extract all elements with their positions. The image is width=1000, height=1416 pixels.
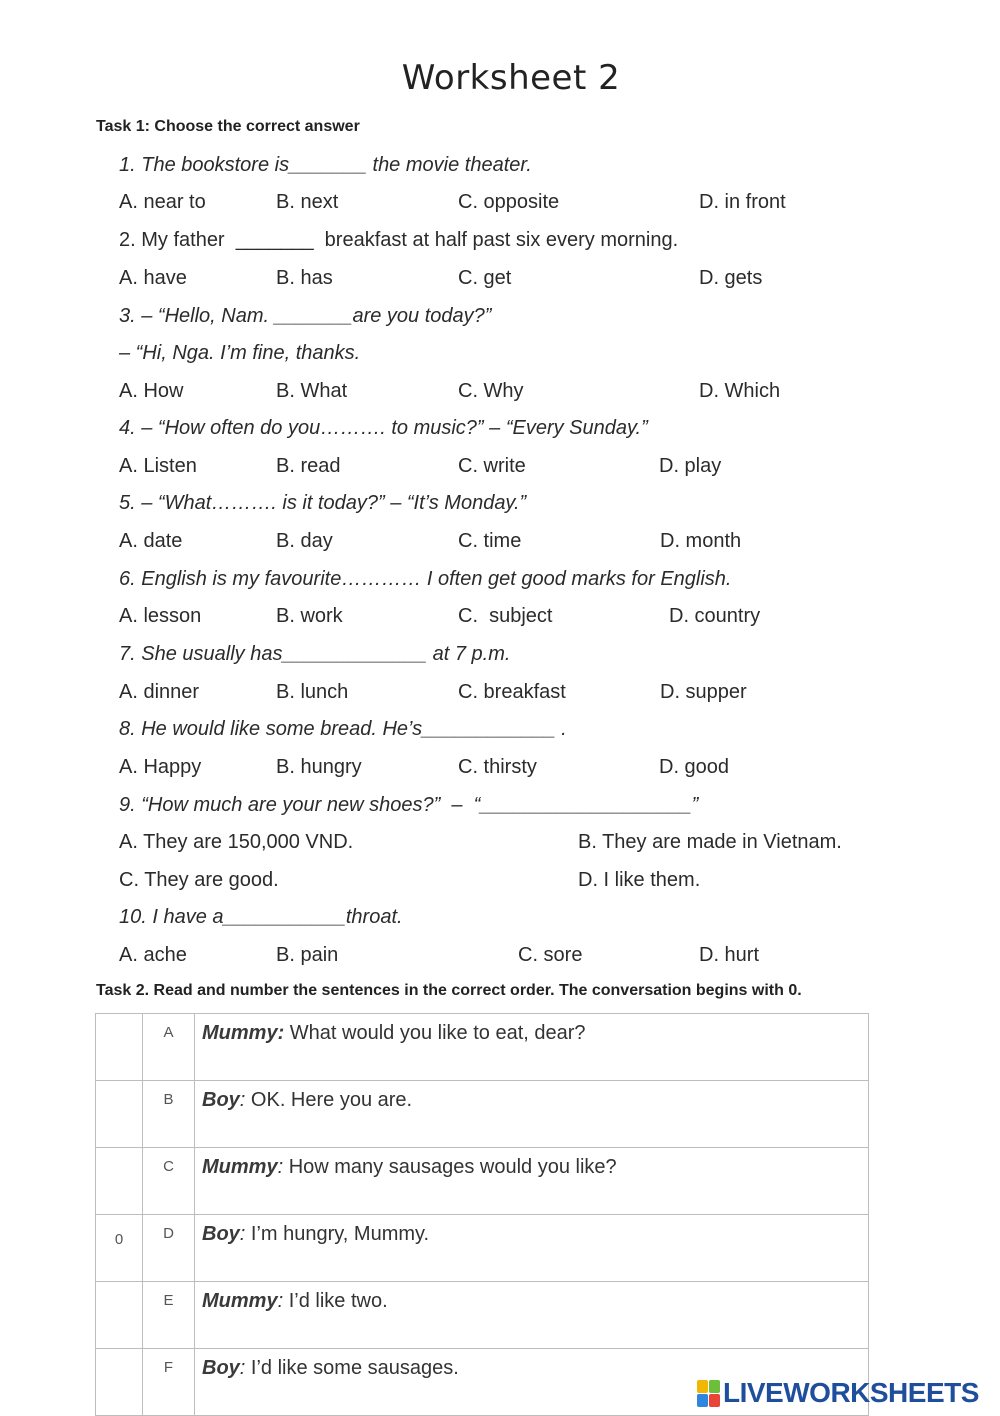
- row-letter: C: [143, 1148, 195, 1215]
- dialogue-text: How many sausages would you like?: [283, 1156, 617, 1178]
- order-number-cell[interactable]: [96, 1148, 143, 1215]
- q7-option-c[interactable]: C. breakfast: [458, 681, 566, 703]
- q2-option-b[interactable]: B. has: [276, 267, 333, 289]
- speaker: Boy: [202, 1357, 240, 1379]
- q1-option-d[interactable]: D. in front: [699, 191, 786, 213]
- q4-option-d[interactable]: D. play: [659, 455, 722, 477]
- order-number-cell[interactable]: [96, 1014, 143, 1081]
- q6-option-a[interactable]: A. lesson: [119, 605, 202, 627]
- order-number-cell[interactable]: [96, 1349, 143, 1416]
- dialogue-line: [195, 1081, 869, 1148]
- dialogue-line: [195, 1282, 869, 1349]
- page-title: Worksheet 2: [401, 58, 621, 98]
- logo-square: [697, 1380, 708, 1393]
- question-3-reply: – “Hi, Nga. I’m fine, thanks.: [119, 342, 361, 364]
- q4-option-a[interactable]: A. Listen: [119, 455, 197, 477]
- q7-option-d[interactable]: D. supper: [660, 681, 747, 703]
- q5-option-d[interactable]: D. month: [660, 530, 742, 552]
- q1-option-b[interactable]: B. next: [276, 191, 339, 213]
- row-letter: E: [143, 1282, 195, 1349]
- q6-option-d[interactable]: D. country: [669, 605, 761, 627]
- dialogue-text: What would you like to eat, dear?: [284, 1022, 586, 1044]
- q2-option-c[interactable]: C. get: [458, 267, 512, 289]
- speaker-colon: :: [277, 1290, 284, 1312]
- q7-option-a[interactable]: A. dinner: [119, 681, 200, 703]
- q8-option-d[interactable]: D. good: [659, 756, 730, 778]
- table-row: [96, 1215, 869, 1282]
- logo-mark-icon: [697, 1380, 720, 1407]
- order-number-cell[interactable]: 0: [96, 1215, 143, 1282]
- logo-square: [697, 1394, 708, 1407]
- q10-option-c[interactable]: C. sore: [518, 944, 583, 966]
- q9-option-a[interactable]: A. They are 150,000 VND.: [119, 831, 354, 853]
- q4-option-c[interactable]: C. write: [458, 455, 526, 477]
- dialogue-line: [195, 1215, 869, 1282]
- table-row: [96, 1081, 869, 1148]
- conversation-table: [95, 1013, 869, 1416]
- q9-option-b[interactable]: B. They are made in Vietnam.: [578, 831, 842, 853]
- question-2: 2. My father _______ breakfast at half past six every morning.: [119, 229, 679, 251]
- q1-option-a[interactable]: A. near to: [119, 191, 206, 213]
- task2-heading: Task 2. Read and number the sentences in the correct order. The conversation begins with 0.: [96, 982, 802, 999]
- dialogue-text: I’d like two.: [283, 1290, 388, 1312]
- q3-option-a[interactable]: A. How: [119, 380, 184, 402]
- q10-option-d[interactable]: D. hurt: [699, 944, 760, 966]
- q4-option-b[interactable]: B. read: [276, 455, 341, 477]
- question-1: 1. The bookstore is_______ the movie theater.: [119, 154, 532, 176]
- speaker: Boy: [202, 1223, 240, 1245]
- logo-square: [709, 1394, 720, 1407]
- question-6: 6. English is my favourite………… I often get good marks for English.: [119, 568, 732, 590]
- q8-option-c[interactable]: C. thirsty: [458, 756, 537, 778]
- liveworksheets-logo: [697, 1378, 979, 1408]
- dialogue-line: [195, 1014, 869, 1081]
- question-8: 8. He would like some bread. He’s____________ .: [119, 718, 567, 740]
- dialogue-text: I’d like some sausages.: [245, 1357, 459, 1379]
- dialogue-text: I’m hungry, Mummy.: [245, 1223, 430, 1245]
- q5-option-c[interactable]: C. time: [458, 530, 522, 552]
- q9-option-c[interactable]: C. They are good.: [119, 869, 279, 891]
- speaker: Mummy: [202, 1156, 278, 1178]
- logo-text: LIVEWORKSHEETS: [723, 1377, 979, 1408]
- speaker-colon: :: [277, 1156, 284, 1178]
- question-4: 4. – “How often do you………. to music?” – “Every Sunday.”: [119, 417, 648, 439]
- question-10: 10. I have a___________throat.: [119, 906, 403, 928]
- dialogue-text: OK. Here you are.: [245, 1089, 413, 1111]
- order-number-cell[interactable]: [96, 1081, 143, 1148]
- q3-option-c[interactable]: C. Why: [458, 380, 524, 402]
- q7-option-b[interactable]: B. lunch: [276, 681, 349, 703]
- q8-option-b[interactable]: B. hungry: [276, 756, 362, 778]
- q6-option-b[interactable]: B. work: [276, 605, 343, 627]
- speaker-colon: :: [239, 1089, 246, 1111]
- task1-heading: Task 1: Choose the correct answer: [96, 118, 360, 135]
- q5-option-a[interactable]: A. date: [119, 530, 183, 552]
- speaker-colon: :: [239, 1357, 246, 1379]
- question-7: 7. She usually has_____________ at 7 p.m.: [119, 643, 511, 665]
- dialogue-line: [195, 1148, 869, 1215]
- q9-option-d[interactable]: D. I like them.: [578, 869, 701, 891]
- q1-option-c[interactable]: C. opposite: [458, 191, 560, 213]
- q8-option-a[interactable]: A. Happy: [119, 756, 202, 778]
- table-row: [96, 1148, 869, 1215]
- speaker: Mummy: [202, 1290, 278, 1312]
- question-9: 9. “How much are your new shoes?” – “___________________”: [119, 794, 699, 816]
- q3-option-b[interactable]: B. What: [276, 380, 348, 402]
- row-letter: F: [143, 1349, 195, 1416]
- question-5: 5. – “What………. is it today?” – “It’s Monday.”: [119, 492, 527, 514]
- q3-option-d[interactable]: D. Which: [699, 380, 781, 402]
- table-row: [96, 1014, 869, 1081]
- q10-option-a[interactable]: A. ache: [119, 944, 187, 966]
- order-number-cell[interactable]: [96, 1282, 143, 1349]
- q5-option-b[interactable]: B. day: [276, 530, 333, 552]
- speaker: Mummy:: [202, 1022, 285, 1044]
- row-letter: D: [143, 1215, 195, 1282]
- table-row: [96, 1282, 869, 1349]
- logo-square: [709, 1380, 720, 1393]
- speaker: Boy: [202, 1089, 240, 1111]
- q2-option-d[interactable]: D. gets: [699, 267, 763, 289]
- q2-option-a[interactable]: A. have: [119, 267, 187, 289]
- row-letter: B: [143, 1081, 195, 1148]
- question-3: 3. – “Hello, Nam. _______are you today?”: [119, 305, 492, 327]
- speaker-colon: :: [239, 1223, 246, 1245]
- q10-option-b[interactable]: B. pain: [276, 944, 339, 966]
- q6-option-c[interactable]: C. subject: [458, 605, 553, 627]
- row-letter: A: [143, 1014, 195, 1081]
